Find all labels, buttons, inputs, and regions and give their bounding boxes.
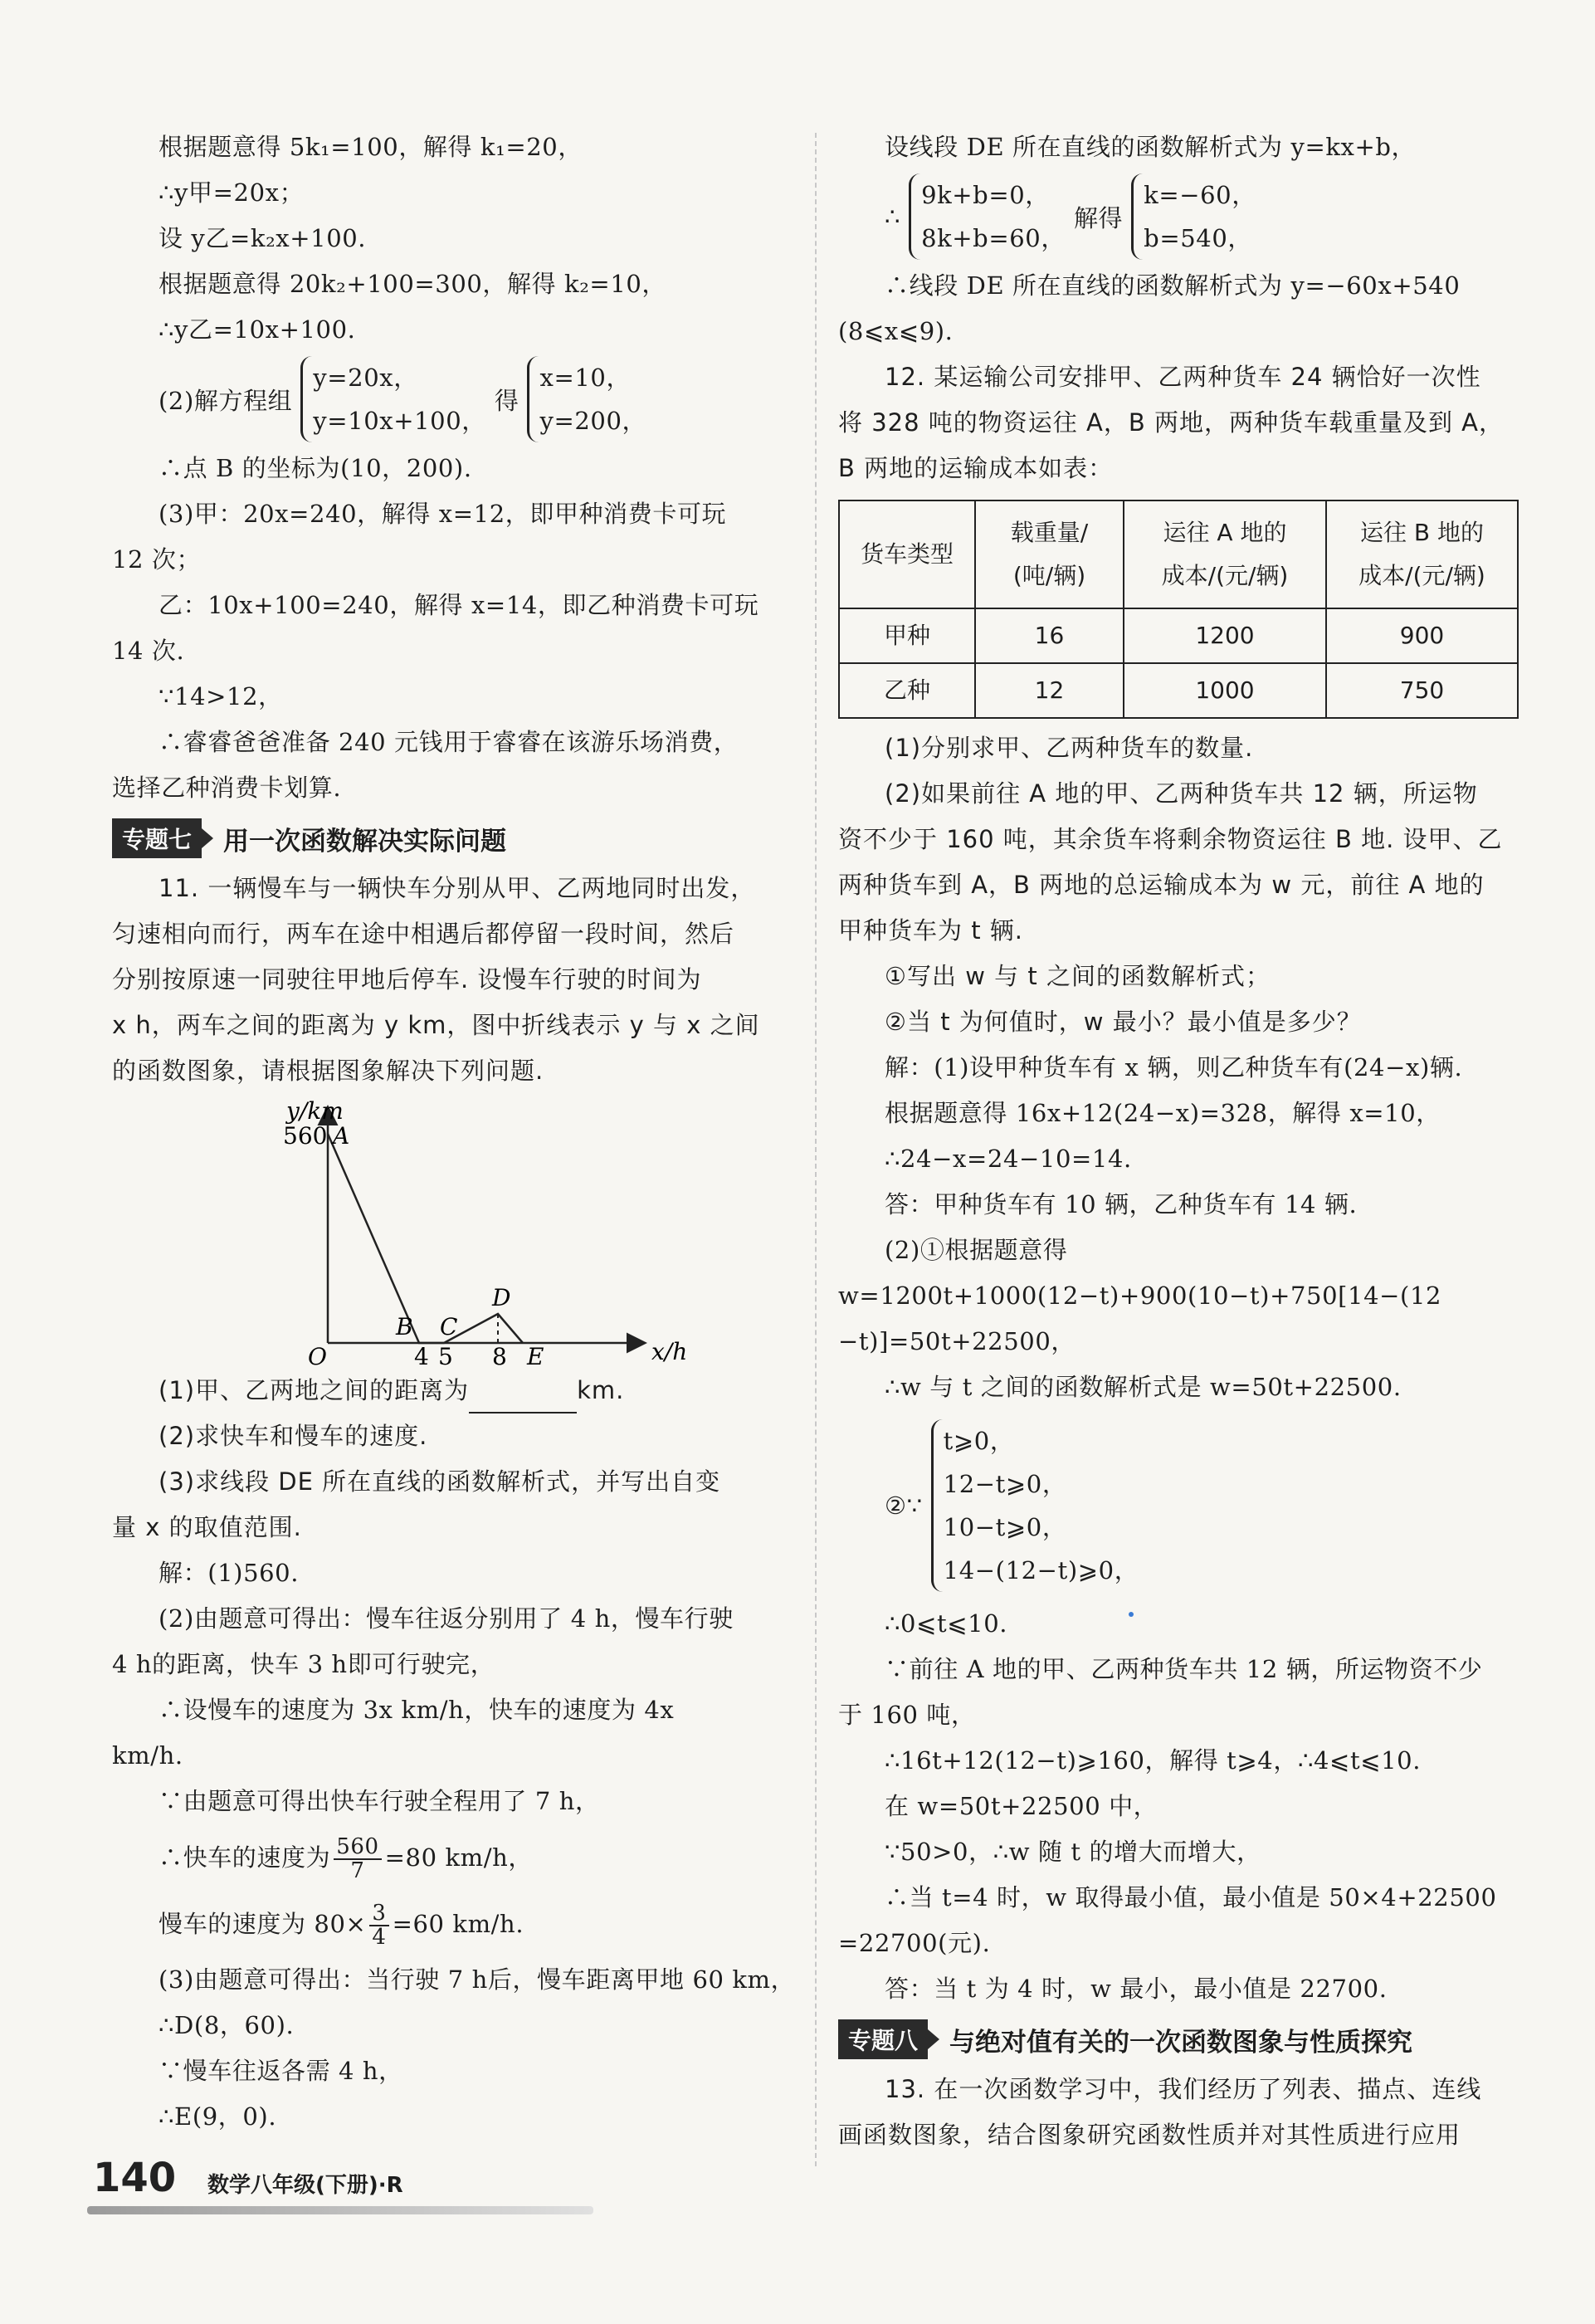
system-connector: 得 — [494, 386, 519, 415]
table-row — [839, 608, 1518, 663]
question-part: 量 x 的取值范围. — [112, 1513, 302, 1541]
table-header-cell — [1326, 500, 1518, 608]
question-part: 资不少于 160 吨，其余货车将剩余物资运往 B 地. 设甲、乙 — [838, 825, 1503, 853]
question-part: (1)分别求甲、乙两种货车的数量. — [885, 734, 1254, 762]
question-part: ②当 t 为何值时，w 最小？最小值是多少？ — [885, 1008, 1362, 1036]
text-line: ∴D(8，60). — [159, 2011, 295, 2039]
text-line: ∴点 B 的坐标为(10，200). — [159, 454, 472, 482]
point-label-d: D — [492, 1284, 511, 1311]
cost-table — [838, 500, 1519, 719]
text-line: 乙：10x+100=240，解得 x=14，即乙种消费卡可玩 — [159, 591, 759, 619]
fraction-line — [112, 1824, 801, 1891]
page-number: 140 — [93, 2155, 177, 2201]
x-tick-label: 4 — [414, 1343, 429, 1368]
text-line: (2)由题意可得出：慢车往返分别用了 4 h，慢车行驶 — [159, 1604, 734, 1633]
text-line: 设线段 DE 所在直线的函数解析式为 y=kx+b， — [885, 133, 1417, 161]
table-header-cell — [1124, 500, 1326, 608]
text-line: 解：(1)设甲种货车有 x 辆，则乙种货车有(24−x)辆. — [885, 1053, 1463, 1081]
ink-dot — [1129, 1612, 1134, 1617]
brace-group — [1131, 173, 1256, 260]
table-row — [839, 663, 1518, 718]
header-line: 成本/(元/辆) — [1358, 562, 1485, 589]
point-label-a: A — [333, 1122, 350, 1150]
text-line: ∵14>12， — [159, 682, 283, 710]
text-line: ∴y乙=10x+100. — [159, 315, 356, 344]
table-cell: 1200 — [1124, 608, 1326, 663]
header-line: 运往 A 地的 — [1163, 519, 1287, 546]
equation: 9k+b=0， — [921, 181, 1050, 209]
text-line: ∴睿睿爸爸准备 240 元钱用于睿睿在该游乐场消费， — [159, 728, 739, 756]
part-text: (1)甲、乙两地之间的距离为 — [159, 1376, 470, 1404]
origin-label: O — [308, 1343, 327, 1368]
y-tick-label: 560 — [283, 1122, 328, 1150]
table-cell: 甲种 — [839, 608, 975, 663]
question-line: x h，两车之间的距离为 y km，图中折线表示 y 与 x 之间 — [112, 1011, 760, 1039]
question-line: 画函数图象，结合图象研究函数性质并对其性质进行应用 — [838, 2121, 1461, 2149]
text-line: 解：(1)560. — [159, 1559, 300, 1587]
text-line: ∵50>0，∴w 随 t 的增大而增大， — [885, 1838, 1261, 1866]
text-line: 设 y乙=k₂x+100. — [159, 224, 367, 252]
text-line: ∵由题意可得出快车行驶全程用了 7 h， — [159, 1787, 600, 1815]
question-part — [112, 1368, 801, 1413]
text-line: ∴E(9，0). — [159, 2102, 277, 2131]
topic-title: 用一次函数解决实际问题 — [223, 826, 507, 857]
text-line: 选择乙种消费卡划算. — [112, 774, 342, 802]
text-line: 根据题意得 5k₁=100，解得 k₁=20， — [159, 133, 583, 161]
topic-tag: 专题八 — [838, 2019, 928, 2059]
system-prefix: ②∵ — [885, 1492, 923, 1520]
table-cell: 750 — [1326, 663, 1518, 718]
table-header-row — [839, 500, 1518, 608]
x-tick-label: 8 — [492, 1343, 507, 1368]
denominator: 7 — [350, 1858, 365, 1883]
point-label-c: C — [440, 1313, 458, 1340]
text-line: ∴线段 DE 所在直线的函数解析式为 y=−60x+540 — [885, 271, 1461, 300]
header-line: (吨/辆) — [1012, 562, 1086, 589]
text-line: 答：当 t 为 4 时，w 最小，最小值是 22700. — [885, 1975, 1388, 2003]
table-cell: 12 — [975, 663, 1124, 718]
brace-group — [527, 356, 646, 442]
question-part: (2)求快车和慢车的速度. — [159, 1422, 428, 1450]
footer-bar — [87, 2206, 593, 2214]
fraction — [334, 1833, 381, 1883]
inequality: t⩾0， — [943, 1427, 1015, 1455]
text-line: ∴当 t=4 时，w 取得最小值，最小值是 50×4+22500 — [885, 1883, 1497, 1911]
equation: k=−60， — [1144, 181, 1256, 209]
x-tick-label: 5 — [438, 1343, 453, 1368]
function-graph — [112, 1094, 801, 1368]
text-line: 4 h的距离，快车 3 h即可行驶完， — [112, 1650, 495, 1678]
question-line: 匀速相向而行，两车在途中相遇后都停留一段时间，然后 — [112, 920, 735, 948]
text-line: ∴w 与 t 之间的函数解析式是 w=50t+22500. — [885, 1373, 1402, 1401]
numerator: 3 — [369, 1902, 388, 1926]
text-line: ∵慢车往返各需 4 h， — [159, 2057, 403, 2085]
question-line: 分别按原速一同驶往甲地后停车. 设慢车行驶的时间为 — [112, 965, 702, 994]
text-line: (3)由题意可得出：当行驶 7 h后，慢车距离甲地 60 km， — [159, 1965, 796, 1994]
table-header-cell — [975, 500, 1124, 608]
text-line: ∴16t+12(12−t)⩾160，解得 t⩾4，∴4⩽t⩽10. — [885, 1746, 1422, 1775]
question-line: 11. 一辆慢车与一辆快车分别从甲、乙两地同时出发， — [159, 874, 756, 902]
table-cell: 1000 — [1124, 663, 1326, 718]
text-line: (3)甲：20x=240，解得 x=12，即甲种消费卡可玩 — [159, 500, 727, 528]
question-line: 13. 在一次函数学习中，我们经历了列表、描点、连线 — [885, 2075, 1482, 2103]
fraction-line — [112, 1891, 801, 1957]
equation: 8k+b=60， — [921, 224, 1066, 252]
text-line: (2)①根据题意得 — [885, 1236, 1068, 1264]
question-line: 12. 某运输公司安排甲、乙两种货车 24 辆恰好一次性 — [885, 363, 1481, 391]
fraction — [369, 1902, 388, 1950]
answer-blank — [469, 1387, 577, 1413]
equation-system — [838, 170, 1519, 263]
left-column — [112, 124, 801, 2140]
graph-svg — [112, 1094, 801, 1368]
text-line: 14 次. — [112, 637, 185, 665]
table-header-cell: 货车类型 — [839, 500, 975, 608]
equation: y=10x+100， — [313, 407, 486, 435]
equation: y=20x， — [313, 364, 418, 392]
text-line: 根据题意得 20k₂+100=300，解得 k₂=10， — [159, 270, 667, 298]
text-line: 答：甲种货车有 10 辆，乙种货车有 14 辆. — [885, 1190, 1358, 1218]
header-line: 载重量/ — [1010, 519, 1089, 546]
topic-tag: 专题七 — [112, 818, 202, 858]
equation: b=540， — [1144, 224, 1252, 252]
fraction-suffix: =60 km/h. — [392, 1910, 524, 1938]
text-line: w=1200t+1000(12−t)+900(10−t)+750[14−(12 — [838, 1282, 1442, 1310]
system-prefix: ∴ — [885, 203, 901, 231]
text-line: ∴0⩽t⩽10. — [885, 1609, 1008, 1638]
text-line: 在 w=50t+22500 中， — [885, 1792, 1158, 1820]
question-part: 两种货车到 A，B 两地的总运输成本为 w 元，前往 A 地的 — [838, 871, 1485, 899]
question-part: (2)如果前往 A 地的甲、乙两种货车共 12 辆，所运物 — [885, 779, 1478, 808]
graph-polyline — [328, 1134, 523, 1343]
y-axis-label: y/km — [286, 1097, 344, 1125]
header-line: 运往 B 地的 — [1359, 519, 1484, 546]
denominator: 4 — [372, 1925, 387, 1950]
book-title: 数学八年级(下册)·R — [207, 2173, 403, 2198]
part-unit: km. — [577, 1376, 625, 1404]
text-line: ∴设慢车的速度为 3x km/h，快车的速度为 4x — [159, 1696, 675, 1724]
inequality-system — [838, 1410, 1519, 1601]
system-connector: 解得 — [1073, 203, 1124, 232]
table-cell: 16 — [975, 608, 1124, 663]
table-cell: 900 — [1326, 608, 1518, 663]
header-line: 成本/(元/辆) — [1161, 562, 1289, 589]
x-axis-label: x/h — [651, 1338, 688, 1365]
text-line: −t)]=50t+22500， — [838, 1327, 1076, 1355]
text-line: (8⩽x⩽9). — [838, 317, 954, 345]
equation-system — [112, 353, 801, 446]
point-label-e: E — [527, 1343, 544, 1368]
question-part: ①写出 w 与 t 之间的函数解析式； — [885, 962, 1271, 990]
question-line: 将 328 吨的物资运往 A，B 两地，两种货车载重量及到 A， — [838, 408, 1505, 437]
point-label-b: B — [396, 1313, 413, 1340]
text-line: 根据题意得 16x+12(24−x)=328，解得 x=10， — [885, 1099, 1441, 1127]
text-line: 12 次； — [112, 545, 202, 574]
text-line: ∵前往 A 地的甲、乙两种货车共 12 辆，所运物资不少 — [885, 1655, 1483, 1683]
brace-group — [931, 1419, 1139, 1592]
right-column — [838, 124, 1519, 2158]
text-line: km/h. — [112, 1741, 183, 1770]
inequality: 10−t⩾0， — [943, 1513, 1067, 1541]
equation: y=200， — [539, 407, 647, 435]
text-line: ∴24−x=24−10=14. — [885, 1145, 1132, 1173]
text-line: 于 160 吨， — [838, 1701, 976, 1729]
text-line: =22700(元). — [838, 1929, 991, 1957]
column-divider — [815, 133, 817, 2166]
question-part: 甲种货车为 t 辆. — [838, 916, 1024, 945]
brace-group — [909, 173, 1066, 260]
topic-title: 与绝对值有关的一次函数图象与性质探究 — [949, 2027, 1413, 2058]
table-cell: 乙种 — [839, 663, 975, 718]
text-line: ∴y甲=20x； — [159, 178, 305, 207]
question-part: (3)求线段 DE 所在直线的函数解析式，并写出自变 — [159, 1467, 721, 1496]
system-prefix: (2)解方程组 — [159, 386, 293, 415]
fraction-prefix: 慢车的速度为 80× — [159, 1910, 367, 1938]
topic-heading — [112, 814, 801, 862]
brace-group — [300, 356, 486, 442]
fraction-prefix: ∴快车的速度为 — [159, 1843, 331, 1872]
inequality: 12−t⩾0， — [943, 1470, 1067, 1498]
topic-heading — [838, 2015, 1519, 2063]
question-line: 的函数图象，请根据图象解决下列问题. — [112, 1057, 544, 1085]
fraction-suffix: =80 km/h， — [384, 1843, 533, 1872]
inequality: 14−(12−t)⩾0， — [943, 1556, 1139, 1584]
question-line: B 两地的运输成本如表： — [838, 454, 1114, 482]
equation: x=10， — [539, 364, 632, 392]
numerator: 560 — [334, 1836, 381, 1860]
